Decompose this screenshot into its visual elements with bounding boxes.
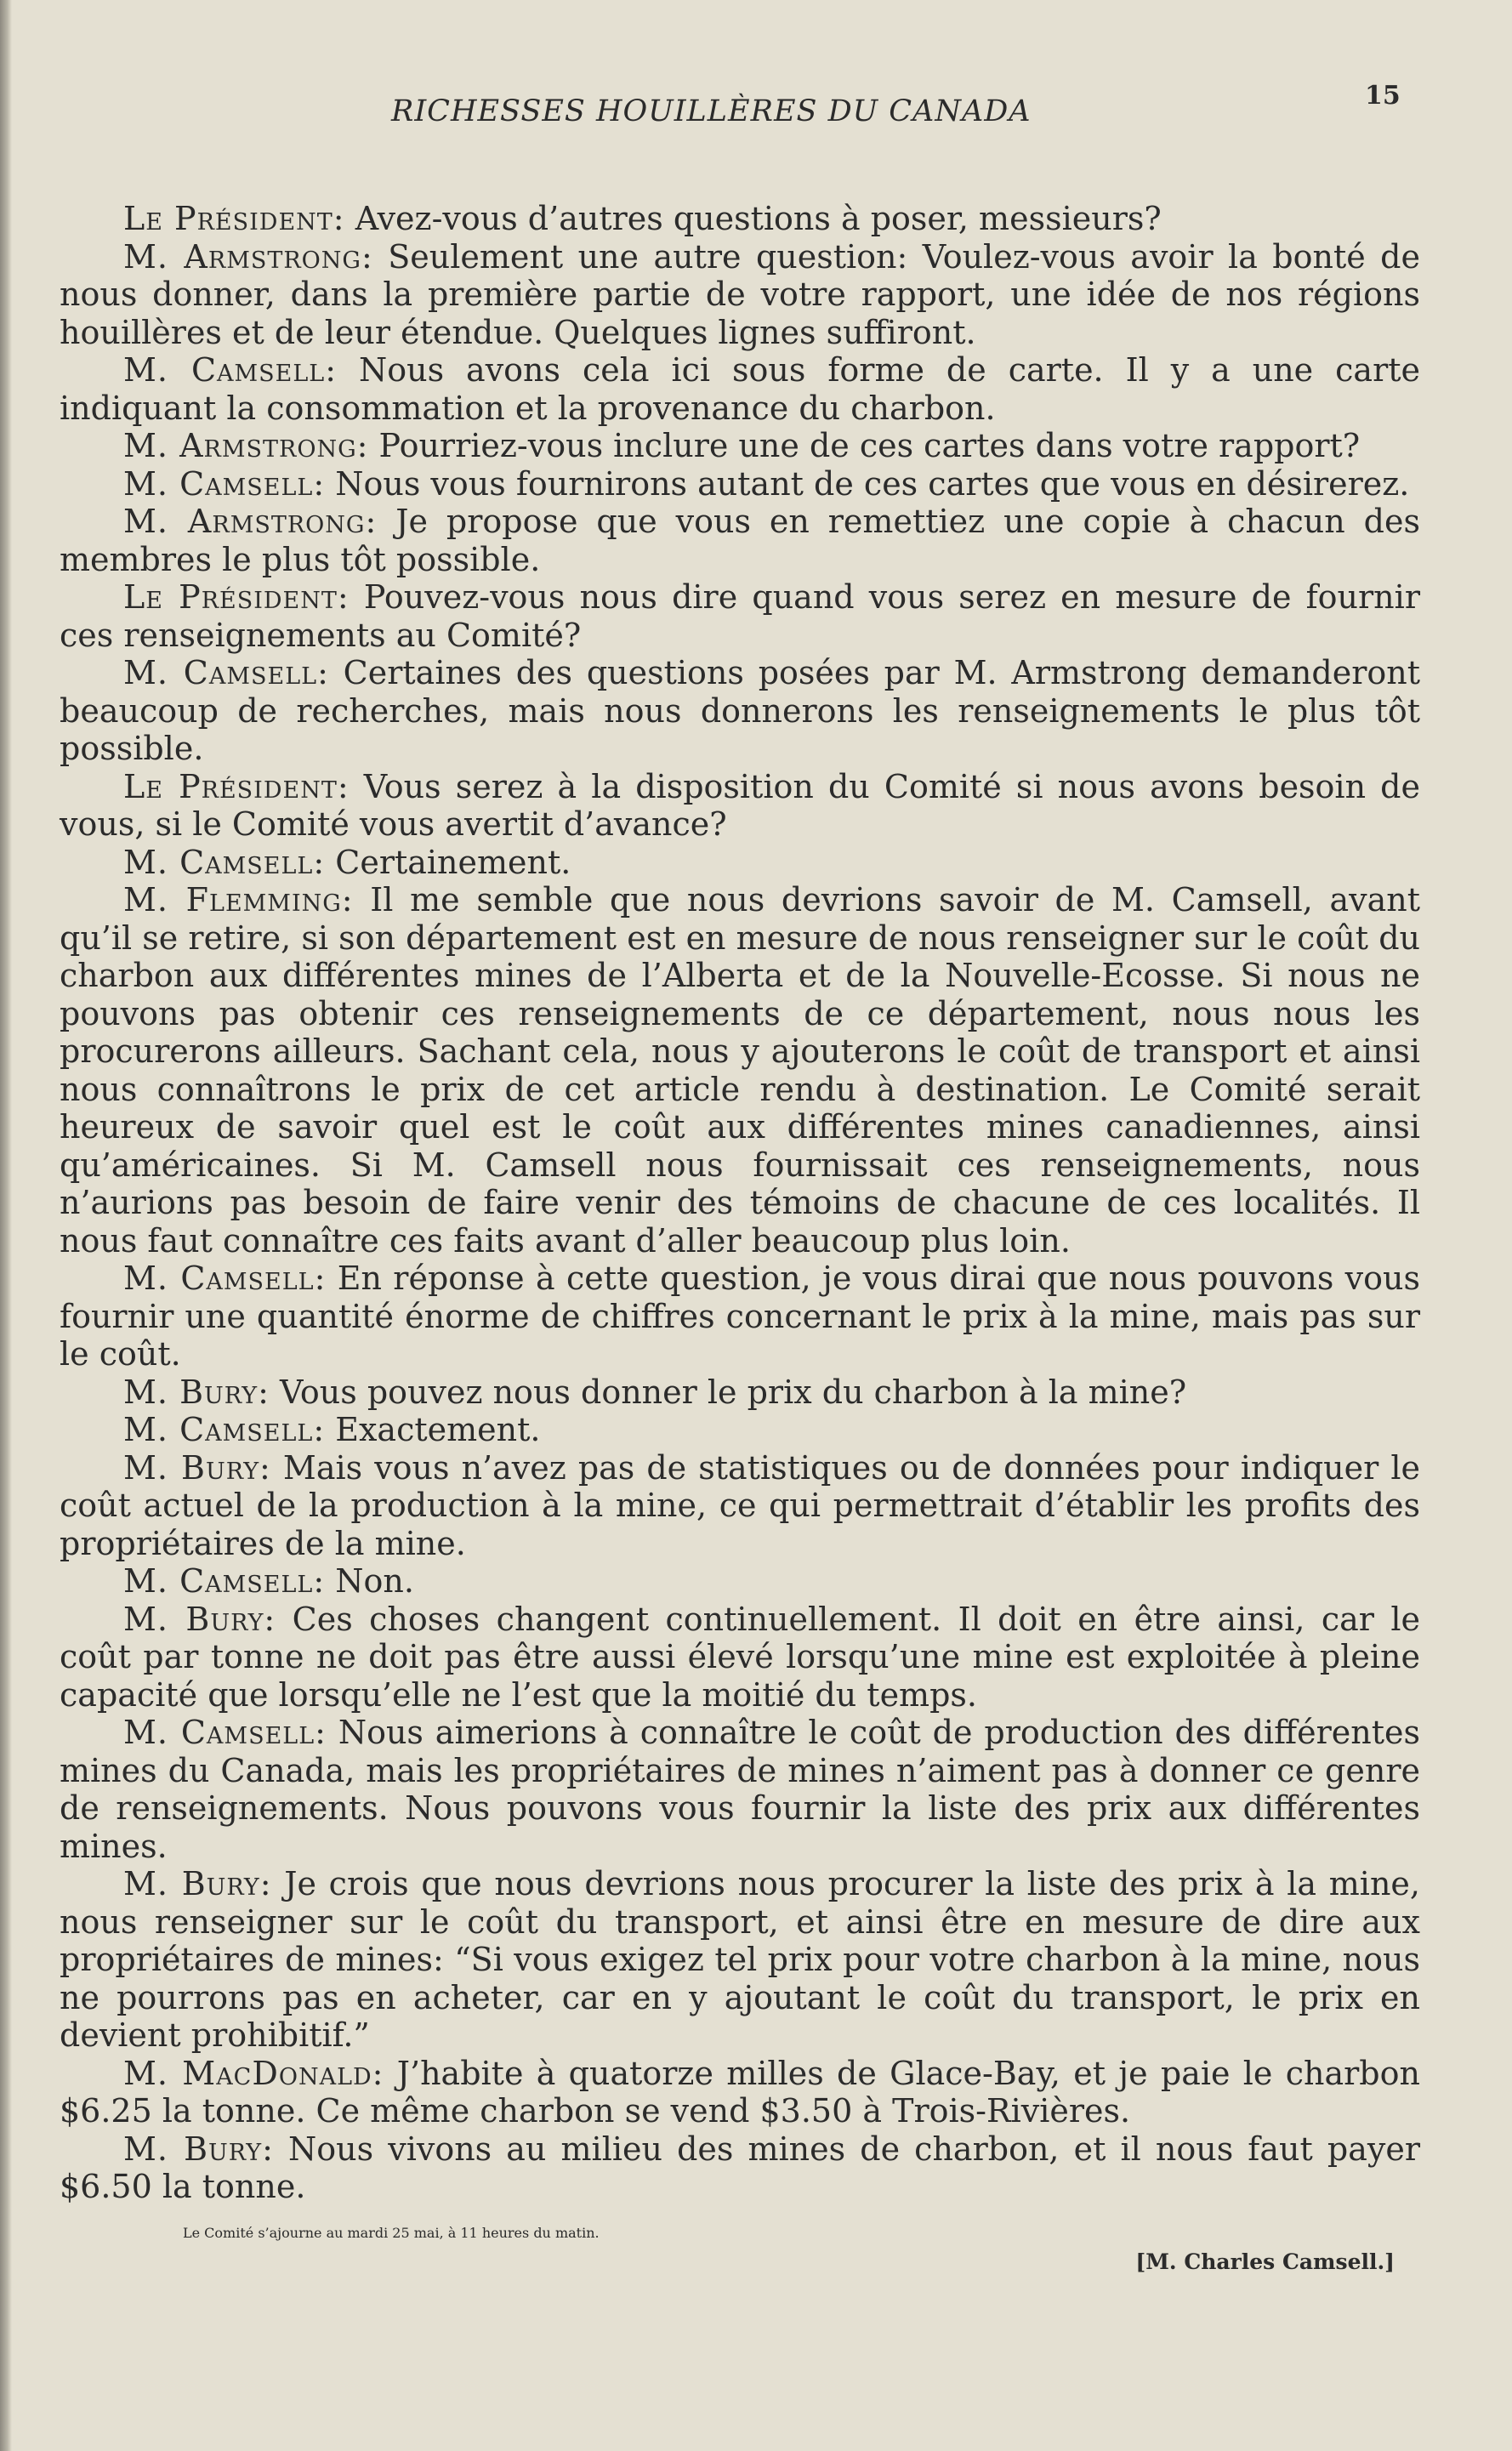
transcript-paragraph (60, 578, 1420, 654)
speech-text: Exactement. (335, 1411, 541, 1448)
speaker-name: M. Camsell: (123, 1714, 327, 1751)
speaker-name: M. Armstrong: (123, 427, 369, 464)
running-title: RICHESSES HOUILLÈRES DU CANADA (391, 94, 1032, 128)
transcript-paragraph (60, 1601, 1420, 1715)
speech-text: Mais vous n’avez pas de statistiques ou de données pour indiquer le coût actuel de la production à la mine, ce qui permettrait d’établir les profits des propriétaires de la mine. (60, 1448, 1420, 1562)
speech-text: Seulement une autre question: Voulez-vous avoir la bonté de nous donner, dans la première partie de votre rapport, une idée de nos régions houillères et de leur étendue. Quelques lignes suffiront. (60, 237, 1420, 351)
speaker-name: M. Camsell: (123, 654, 329, 691)
speech-text: Nous aimerions à connaître le coût de production des différentes mines du Canada, mais les propriétaires de mines n’aiment pas à donner ce genre de renseignements. Nous pouvons vous fournir la liste des prix aux différentes mines. (60, 1714, 1420, 1865)
speaker-name: M. Armstrong: (123, 237, 373, 276)
transcript-paragraph (60, 1411, 1420, 1449)
transcript-paragraph (60, 503, 1420, 578)
transcript-paragraph (60, 1865, 1420, 2055)
transcript-paragraph (60, 1562, 1420, 1601)
transcript-paragraph (60, 1449, 1420, 1563)
transcript-paragraph (60, 1714, 1420, 1865)
speech-text: Avez-vous d’autres questions à poser, messieurs? (355, 200, 1162, 237)
speech-text: Nous vivons au milieu des mines de charbon, et il nous faut payer $6.50 la tonne. (60, 2130, 1420, 2205)
speaker-name: M. Camsell: (123, 464, 326, 503)
transcript-body (60, 200, 1420, 2206)
speaker-name: M. MacDonald: (123, 2054, 384, 2092)
speech-text: En réponse à cette question, je vous dirai que nous pouvons vous fournir une quantité énorme de chiffres concernant le prix à la mine, mais pas sur le coût. (60, 1260, 1421, 1373)
speaker-name: M. Flemming: (123, 881, 354, 918)
speech-text: Certaines des questions posées par M. Armstrong demanderont beaucoup de recherches, mais nous donnerons les renseignements le plus tôt possible. (60, 654, 1420, 767)
speech-text: Il me semble que nous devrions savoir de M. Camsell, avant qu’il se retire, si son département est en mesure de nous renseigner sur le coût du charbon aux différentes mines de l’Alberta et de la Nouvelle-Ecosse. Si nous ne pouvons pas obtenir ces renseignements de ce département, nous nous les procurerons ailleurs. Sachant cela, nous y ajouterons le coût de transport et ainsi nous connaîtrons le prix de cet article rendu à destination. Le Comité serait heureux de savoir quel est le coût aux différentes mines canadiennes, ainsi qu’américaines. Si M. Camsell nous fournissait ces renseignements, nous n’aurions pas besoin de faire venir des témoins de chacune de ces localités. Il nous faut connaître ces faits avant d’aller beaucoup plus loin. (60, 881, 1420, 1260)
footer-credit: [M. Charles Camsell.] (1135, 2249, 1395, 2274)
speaker-name: M. Camsell: (123, 843, 326, 881)
speech-text: Je propose que vous en remettiez une copie à chacun des membres le plus tôt possible. (60, 503, 1420, 578)
transcript-paragraph (60, 238, 1420, 352)
speaker-name: M. Bury: (123, 1373, 270, 1411)
adjournment-note: Le Comité s’ajourne au mardi 25 mai, à 11 heures du matin. (183, 2224, 600, 2241)
speaker-name: Le Président: (123, 200, 345, 237)
transcript-paragraph (60, 2130, 1420, 2206)
transcript-paragraph (60, 200, 1420, 238)
speaker-name: M. Armstrong: (123, 503, 378, 540)
speech-text: Vous serez à la disposition du Comité si nous avons besoin de vous, si le Comité vous avertit d’avance? (60, 767, 1420, 843)
speaker-name: Le Président: (123, 578, 350, 616)
scan-page-edge (0, 0, 12, 2451)
speech-text: Ces choses changent continuellement. Il doit en être ainsi, car le coût par tonne ne doit pas être aussi élevé lorsqu’une mine est exploitée à pleine capacité que lorsqu’elle ne l’est que la moitié du temps. (60, 1600, 1420, 1714)
speaker-name: M. Bury: (123, 1448, 271, 1487)
transcript-paragraph (60, 427, 1420, 465)
speech-text: Je crois que nous devrions nous procurer la liste des prix à la mine, nous renseigner sur le coût du transport, et ainsi être en mesure de dire aux propriétaires de mines: “Si vous exigez tel prix pour votre charbon à la mine, nous ne pourrons pas en acheter, car en y ajoutant le coût du transport, le prix en devient prohibitif.” (60, 1865, 1420, 2054)
speaker-name: M. Camsell: (123, 1260, 327, 1297)
transcript-paragraph (60, 1260, 1420, 1373)
speech-text: Vous pouvez nous donner le prix du charbon à la mine? (279, 1373, 1187, 1411)
document-page (60, 81, 1420, 2274)
speech-text: Nous avons cela ici sous forme de carte. Il y a une carte indiquant la consommation et la provenance du charbon. (60, 351, 1420, 427)
speaker-name: M. Camsell: (123, 1411, 326, 1448)
speech-text: J’habite à quatorze milles de Glace-Bay, et je paie le charbon $6.25 la tonne. Ce même charbon se vend $3.50 à Trois-Rivières. (60, 2054, 1420, 2130)
running-header (60, 81, 1420, 140)
speaker-name: M. Bury: (123, 1600, 276, 1638)
transcript-paragraph (60, 881, 1420, 1260)
speech-text: Pouvez-vous nous dire quand vous serez en mesure de fournir ces renseignements au Comité? (60, 578, 1420, 654)
transcript-paragraph (60, 2055, 1420, 2130)
speaker-name: Le Président: (123, 767, 350, 805)
speaker-name: M. Bury: (123, 2130, 274, 2168)
transcript-paragraph (60, 465, 1420, 503)
transcript-paragraph (60, 768, 1420, 844)
speech-text: Non. (335, 1562, 414, 1600)
transcript-paragraph (60, 351, 1420, 427)
page-number: 15 (1365, 81, 1401, 111)
speech-text: Pourriez-vous inclure une de ces cartes dans votre rapport? (378, 427, 1361, 464)
speaker-name: M. Bury: (123, 1865, 272, 1902)
transcript-paragraph (60, 654, 1420, 768)
speech-text: Nous vous fournirons autant de ces cartes que vous en désirerez. (335, 464, 1410, 503)
speaker-name: M. Camsell: (123, 1562, 326, 1600)
speech-text: Certainement. (335, 843, 571, 881)
transcript-paragraph (60, 1373, 1420, 1412)
transcript-paragraph (60, 844, 1420, 882)
speaker-name: M. Camsell: (123, 351, 338, 389)
